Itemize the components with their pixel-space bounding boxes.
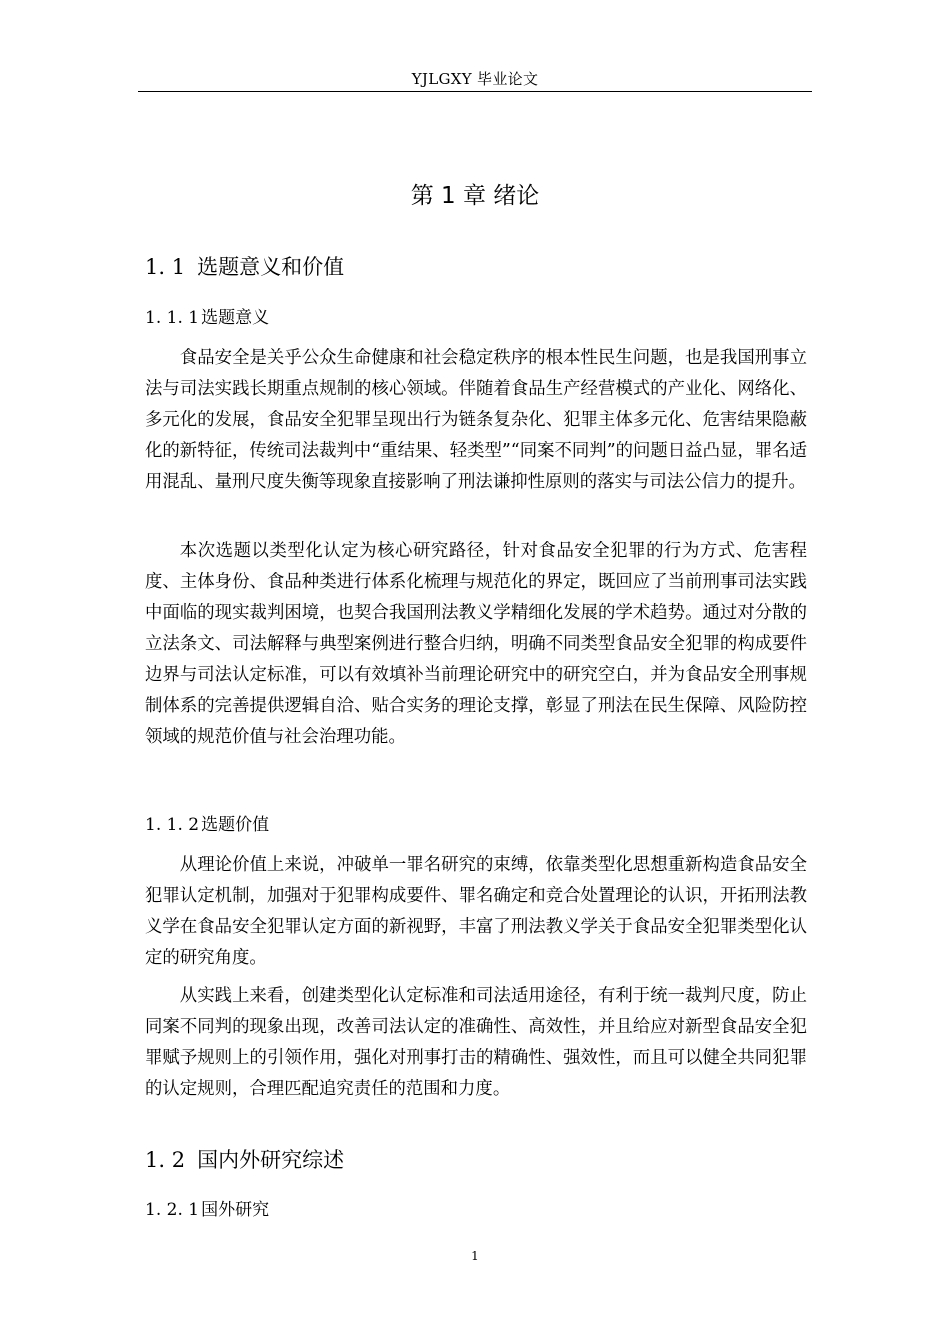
paragraph-2: 本次选题以类型化认定为核心研究路径，针对食品安全犯罪的行为方式、危害程度、主体身份、食品种类进行体系化梳理与规范化的界定，既回应了当前刑事司法实践中面临的现实裁判困境，也契合我国刑法教义学精细化发展的学术趋势。通过对分散的立法条文、司法解释与典型案例进行整合归纳，明确不同类型食品安全犯罪的构成要件边界与司法认定标准，可以有效填补当前理论研究中的研究空白，并为食品安全刑事规制体系的完善提供逻辑自洽、贴合实务的理论支撑，彰显了刑法在民生保障、风险防控领域的规范价值与社会治理功能。 <box>145 541 807 747</box>
header-divider <box>138 91 812 92</box>
paragraph-3: 从理论价值上来说，冲破单一罪名研究的束缚，依靠类型化思想重新构造食品安全犯罪认定机制，加强对于犯罪构成要件、罪名确定和竞合处置理论的认识，开拓刑法教义学在食品安全犯罪认定方面的新视野，丰富了刑法教义学关于食品安全犯罪类型化认定的研究角度。 <box>145 855 807 968</box>
section-number: 1. 1 <box>145 255 186 279</box>
section-title: 选题意义和价值 <box>197 255 345 279</box>
subsection-number: 1. 1. 2 <box>145 815 200 835</box>
subsection-heading-1-1-2 <box>145 812 269 838</box>
running-header: YJLGXY 毕业论文 <box>411 70 539 88</box>
subsection-title: 国外研究 <box>201 1200 270 1220</box>
section-heading-1-1 <box>145 252 344 282</box>
subsection-title: 选题意义 <box>201 308 270 328</box>
subsection-title: 选题价值 <box>201 815 270 835</box>
subsection-number: 1. 1. 1 <box>145 308 200 328</box>
subsection-number: 1. 2. 1 <box>145 1200 200 1220</box>
section-title: 国内外研究综述 <box>197 1148 345 1172</box>
paragraph-1: 食品安全是关乎公众生命健康和社会稳定秩序的根本性民生问题，也是我国刑事立法与司法实践长期重点规制的核心领域。伴随着食品生产经营模式的产业化、网络化、多元化的发展，食品安全犯罪呈现出行为链条复杂化、犯罪主体多元化、危害结果隐蔽化的新特征，传统司法裁判中“重结果、轻类型”“同案不同判”的问题日益凸显，罪名适用混乱、量刑尺度失衡等现象直接影响了刑法谦抑性原则的落实与司法公信力的提升。 <box>145 348 807 492</box>
section-number: 1. 2 <box>145 1148 186 1172</box>
subsection-heading-1-1-1 <box>145 305 269 331</box>
section-heading-1-2 <box>145 1145 344 1175</box>
chapter-title: 第 1 章 绪论 <box>410 183 540 209</box>
page-number: 1 <box>471 1249 479 1263</box>
subsection-heading-1-2-1 <box>145 1197 269 1223</box>
paragraph-4: 从实践上来看，创建类型化认定标准和司法适用途径，有利于统一裁判尺度，防止同案不同判的现象出现，改善司法认定的准确性、高效性，并且给应对新型食品安全犯罪赋予规则上的引领作用，强化对刑事打击的精确性、强效性，而且可以健全共同犯罪的认定规则，合理匹配追究责任的范围和力度。 <box>145 986 807 1099</box>
